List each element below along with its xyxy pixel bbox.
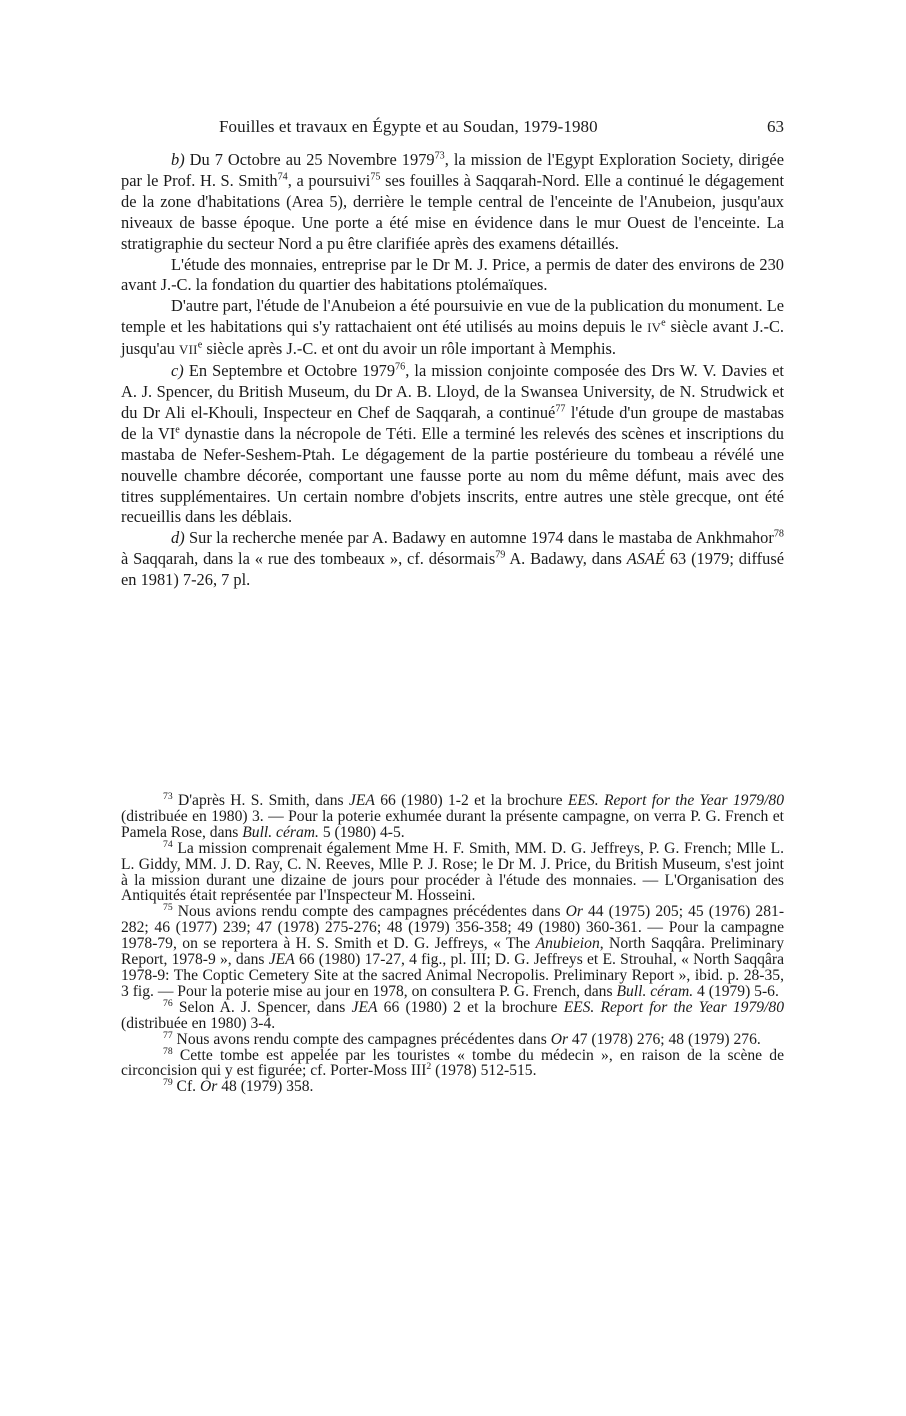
footnote-79-italic-1: Or — [199, 1078, 218, 1096]
footnote-73-text-3: (distribuée en 1980) 3. — Pour la poterie exhumée durant la présente campagne, on verra P. G. French et Pamela Rose, dans — [121, 807, 784, 841]
footnote-ref-76[interactable]: 76 — [395, 361, 406, 373]
footnote-75-text-2: 44 (1975) 205; 45 (1976) 281-282; 46 (1977) 239; 47 (1978) 275-276; 48 (1979) 356-358; 49 (1980) 360-361. — Pour la campagne 1978-79, on se reportera à H. S. Smith et D. G. Jeffreys, « The — [121, 903, 785, 953]
footnote-75-italic-3: JEA — [268, 951, 295, 969]
footnote-78 — [121, 1045, 784, 1080]
footnote-73-italic-2: EES. Report for the Year 1979/80 — [567, 792, 784, 809]
footnote-77-text-1: Nous avons rendu compte des campagnes précédentes dans — [172, 1030, 551, 1048]
paragraph-d — [121, 528, 784, 591]
paragraph-c-text-3: l'étude d'un groupe de mastabas de la VI — [121, 402, 784, 443]
dynasty-suffix: e — [175, 424, 180, 436]
running-header — [121, 117, 784, 139]
footnote-78-edition-sup: 2 — [426, 1061, 432, 1073]
footnote-73 — [121, 790, 784, 841]
footnote-75-text-4: 66 (1980) 17-27, 4 fig., pl. III; D. G. Jeffreys et E. Strouhal, « North Saqqâra 1978-9: The Coptic Cemetery Site at the sacred Animal Necropolis. Preliminary Report », ibid. p. 28-35, 3 fig. — Pour la poterie mise au jour en 1978, on consultera P. G. French, dans — [121, 951, 785, 1000]
item-letter-b: b) — [171, 150, 185, 169]
paragraph-b — [121, 150, 784, 255]
footnote-76-text-1: Selon A. J. Spencer, dans — [172, 998, 352, 1016]
item-letter-d: d) — [171, 528, 185, 548]
century-7-suffix: e — [197, 339, 203, 351]
footnote-73-italic-1: JEA — [348, 792, 375, 809]
paragraph-monnaies: L'étude des monnaies, entreprise par le Dr M. J. Price, a permis de dater des environs de 230 avant J.-C. la fondation du quartier des habitations ptolémaïques. — [121, 254, 784, 295]
footnote-ref-79[interactable]: 79 — [495, 549, 506, 561]
footnote-77-italic-1: Or — [550, 1030, 569, 1048]
footnote-number-77: 77 — [163, 1029, 173, 1041]
paragraph-c-text-1: En Septembre et Octobre 1979 — [183, 361, 396, 381]
paragraph-b-text-2: , la mission de l'Egypt Exploration Society, dirigée par le Prof. H. S. Smith — [121, 150, 784, 190]
main-text — [121, 150, 784, 591]
footnote-75-text-1: Nous avions rendu compte des campagnes précédentes dans — [172, 903, 566, 921]
footnote-ref-77[interactable]: 77 — [555, 403, 566, 415]
running-title: Fouilles et travaux en Égypte et au Soudan, 1979-1980 — [219, 117, 598, 136]
footnote-ref-73[interactable]: 73 — [434, 150, 445, 162]
footnote-ref-74[interactable]: 74 — [277, 171, 288, 183]
footnote-76 — [121, 997, 784, 1032]
journal-asae: ASAÉ — [626, 549, 665, 569]
paragraph-d-text-3: A. Badawy, dans — [505, 549, 627, 569]
century-4-suffix: e — [661, 317, 666, 329]
century-7: VII — [179, 343, 198, 358]
footnote-75-text-5: 4 (1979) 5-6. — [693, 982, 779, 1000]
paragraph-b-text-4: ses fouilles à Saqqarah-Nord. Elle a continué le dégagement de la zone d'habitations (Area 5), derrière le temple central de l'enceinte de l'Anubeion, jusqu'aux niveaux de basse époque. Une porte a été mise en évidence dans le mur Ouest de l'enceinte. La stratigraphie du secteur Nord a pu être clarifiée après des examens détaillés. — [121, 170, 785, 253]
footnote-73-italic-3: Bull. céram. — [242, 823, 319, 841]
footnote-73-text-1: D'après H. S. Smith, dans — [172, 792, 349, 809]
paragraph-anubeion — [121, 296, 784, 361]
footnote-ref-75[interactable]: 75 — [370, 171, 381, 183]
footnote-number-78: 78 — [163, 1045, 173, 1057]
paragraph-anubeion-text-2: siècle avant J.-C. jusqu'au — [121, 317, 784, 359]
footnote-73-text-4: 5 (1980) 4-5. — [318, 823, 405, 841]
paragraph-d-text-2: à Saqqarah, dans la « rue des tombeaux », cf. désormais — [121, 549, 496, 569]
footnotes — [121, 790, 785, 1096]
footnote-75-italic-1: Or — [565, 903, 583, 921]
footnote-79-text-2: 48 (1979) 358. — [217, 1078, 314, 1096]
footnote-79-text-1: Cf. — [172, 1078, 200, 1096]
footnote-73-text-2: 66 (1980) 1-2 et la brochure — [374, 792, 568, 809]
footnote-76-italic-1: JEA — [351, 998, 378, 1016]
paragraph-anubeion-text-3: siècle après J.-C. et ont du avoir un rôle important à Memphis. — [202, 339, 616, 359]
paragraph-b-text-3: , a poursuivi — [287, 170, 371, 190]
footnote-75-italic-4: Bull. céram. — [616, 982, 694, 1000]
footnote-75-text-3: , North Saqqâra. Preliminary Report, 1978-9 », dans — [121, 935, 784, 969]
footnote-74 — [121, 838, 784, 905]
footnote-79 — [121, 1079, 784, 1095]
paragraph-anubeion-text-1: D'autre part, l'étude de l'Anubeion a été poursuivie en vue de la publication du monument. Le temple et les habitations qui s'y rattachaient ont été utilisés au moins depuis le — [121, 296, 784, 337]
paragraph-c-text-2: , la mission conjointe composée des Drs W. V. Davies et A. J. Spencer, du British Museum, du Dr A. B. Lloyd, de la Swansea University, de N. Strudwick et du Dr Ali el-Khouli, Inspecteur en Chef de Saqqarah, a continué — [121, 361, 784, 422]
footnote-number-76: 76 — [163, 997, 173, 1009]
footnote-76-text-3: (distribuée en 1980) 3-4. — [121, 1014, 276, 1032]
footnote-74-text: La mission comprenait également Mme H. F. Smith, MM. D. G. Jeffreys, P. G. French; Mlle L. L. Giddy, MM. J. D. Ray, C. N. Reeves, Mlle P. J. Rose; le Dr M. J. Price, du British Museum, s'est joint à la mission durant une dizaine de jours pour procéder à l'étude des monnaies. — L'Organisation des Antiquités était représentée par l'Inspecteur M. Hosseini. — [121, 839, 784, 905]
footnote-number-79: 79 — [163, 1077, 173, 1089]
footnote-ref-78[interactable]: 78 — [773, 528, 784, 540]
item-letter-c: c) — [171, 361, 184, 381]
paragraph-d-text-4: 63 (1979; diffusé en 1981) 7-26, 7 pl. — [121, 549, 784, 590]
footnote-76-italic-2: EES. Report for the Year 1979/80 — [563, 998, 784, 1016]
footnote-78-text-2: (1978) 512-515. — [431, 1062, 537, 1080]
page-number: 63 — [767, 117, 784, 136]
footnote-77 — [121, 1029, 784, 1048]
footnote-number-73: 73 — [163, 790, 173, 802]
footnote-75 — [121, 904, 784, 999]
paragraph-c — [121, 361, 784, 528]
century-4: IV — [647, 321, 662, 336]
paragraph-b-text-1: Du 7 Octobre au 25 Novembre 1979 — [184, 150, 435, 169]
footnote-number-74: 74 — [163, 838, 173, 850]
footnote-number-75: 75 — [163, 902, 173, 914]
footnote-77-text-2: 47 (1978) 276; 48 (1979) 276. — [568, 1030, 761, 1048]
footnote-78-text-1: Cette tombe est appelée par les touristes « tombe du médecin », en raison de la scène de circoncision qui y est figurée; cf. Porter-Moss III — [121, 1046, 784, 1080]
footnote-76-text-2: 66 (1980) 2 et la brochure — [377, 998, 564, 1016]
paragraph-d-text-1: Sur la recherche menée par A. Badawy en automne 1974 dans le mastaba de Ankhmahor — [184, 528, 774, 548]
paragraph-c-text-4: dynastie dans la nécropole de Téti. Elle a terminé les relevés des scènes et inscriptions du mastaba de Nefer-Seshem-Ptah. Le dégagement de la partie postérieure du tombeau a révélé une nouvelle chambre décorée, comportant une fausse porte au nom du même défunt, mais avec des titres supplémentaires. Un certain nombre d'objets inscrits, entre autres une stèle grecque, ont été recueillis dans les déblais. — [121, 423, 784, 527]
footnote-75-italic-2: Anubieion — [535, 935, 600, 953]
